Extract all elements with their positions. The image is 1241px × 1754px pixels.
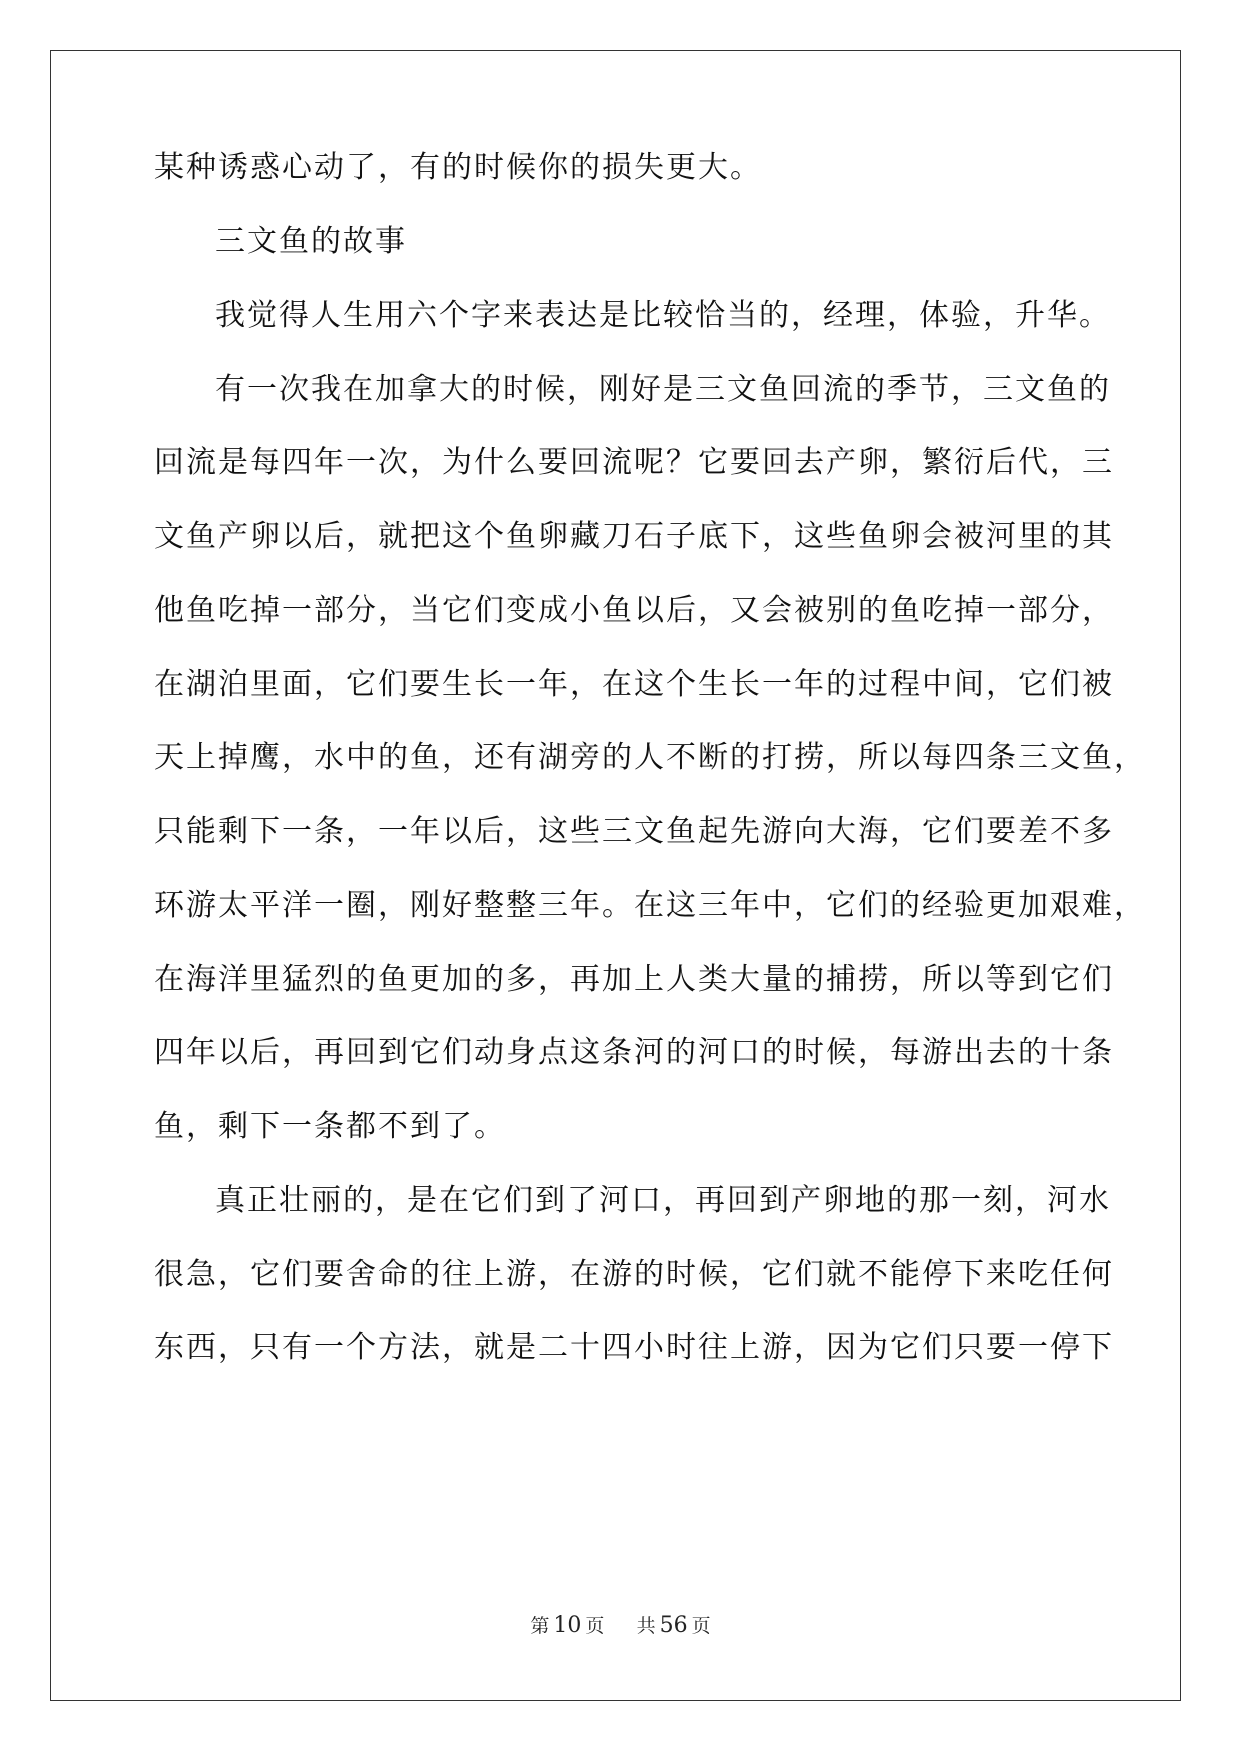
section-heading: 三文鱼的故事 [215,224,407,259]
paragraph-line: 很急，它们要舍命的往上游，在游的时候，它们就不能停下来吃任何 [154,1257,1114,1292]
paragraph-line: 只能剩下一条，一年以后，这些三文鱼起先游向大海，它们要差不多 [154,814,1114,849]
paragraph-line: 文鱼产卵以后，就把这个鱼卵藏刀石子底下，这些鱼卵会被河里的其 [154,519,1114,554]
page-indicator: 第 10 页 [530,1613,605,1638]
paragraph-line: 他鱼吃掉一部分，当它们变成小鱼以后，又会被别的鱼吃掉一部分， [154,593,1114,628]
total-pages: 共 56 页 [636,1613,711,1638]
paragraph-line: 真正壮丽的，是在它们到了河口，再回到产卵地的那一刻，河水 [215,1183,1111,1218]
paragraph-line: 我觉得人生用六个字来表达是比较恰当的，经理，体验，升华。 [215,298,1111,333]
paragraph-line: 四年以后，再回到它们动身点这条河的河口的时候，每游出去的十条 [154,1035,1114,1070]
paragraph-line: 环游太平洋一圈，刚好整整三年。在这三年中，它们的经验更加艰难， [154,888,1146,923]
paragraph-line: 回流是每四年一次，为什么要回流呢？它要回去产卵，繁衍后代，三 [154,445,1114,480]
paragraph-line: 鱼，剩下一条都不到了。 [154,1109,506,1144]
paragraph-line: 某种诱惑心动了，有的时候你的损失更大。 [154,150,762,185]
paragraph-line: 有一次我在加拿大的时候，刚好是三文鱼回流的季节，三文鱼的 [215,372,1111,407]
page-footer [0,1614,1241,1638]
paragraph-line: 东西，只有一个方法，就是二十四小时往上游，因为它们只要一停下 [154,1330,1114,1365]
paragraph-line: 天上掉鹰，水中的鱼，还有湖旁的人不断的打捞，所以每四条三文鱼， [154,740,1146,775]
paragraph-line: 在湖泊里面，它们要生长一年，在这个生长一年的过程中间，它们被 [154,667,1114,702]
paragraph-line: 在海洋里猛烈的鱼更加的多，再加上人类大量的捕捞，所以等到它们 [154,962,1114,997]
